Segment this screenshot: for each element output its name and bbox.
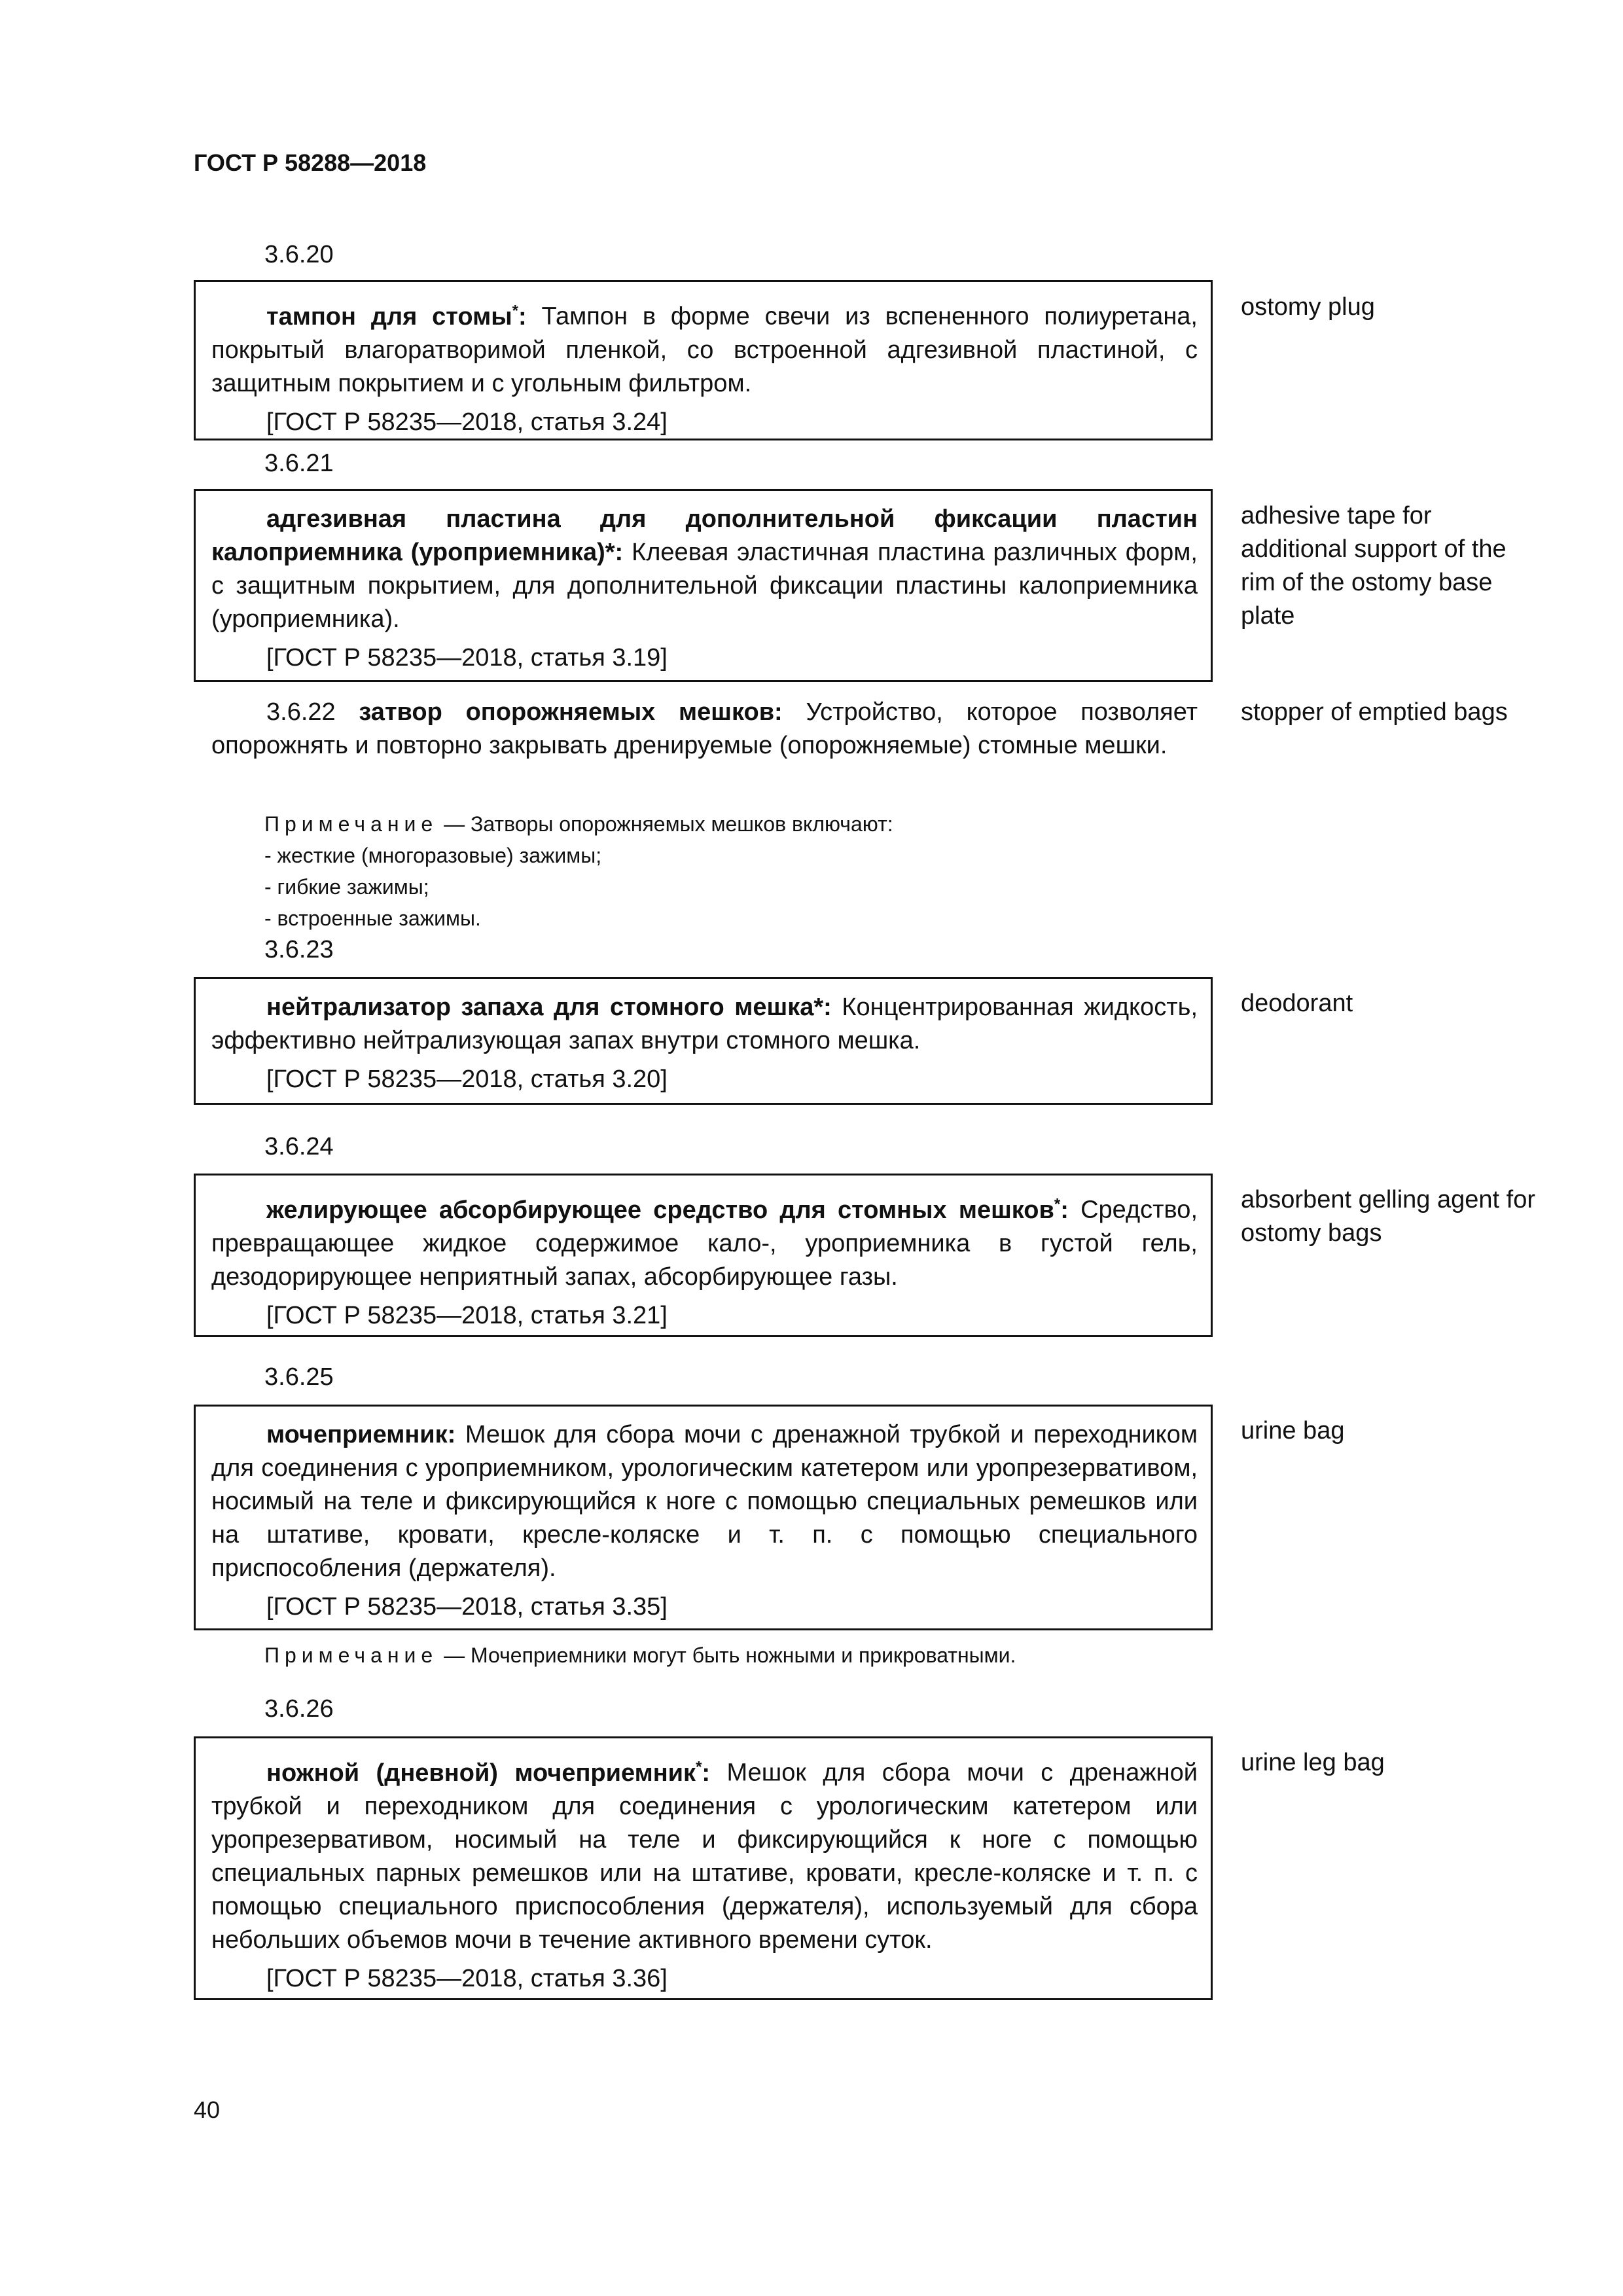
source-reference: [ГОСТ Р 58235—2018, статья 3.19] <box>266 644 668 672</box>
term-number: 3.6.23 <box>264 936 334 963</box>
term-name: желирующее абсорбирующее средство для стомных мешков*: <box>266 1195 1069 1224</box>
term-number: 3.6.21 <box>264 450 334 477</box>
english-equivalent: urine leg bag <box>1241 1749 1385 1776</box>
source-reference: [ГОСТ Р 58235—2018, статья 3.20] <box>266 1066 668 1093</box>
source-reference: [ГОСТ Р 58235—2018, статья 3.21] <box>266 1301 668 1329</box>
note-label: Примечание <box>264 812 438 836</box>
definition-text <box>211 1750 1198 1957</box>
note <box>264 808 1213 840</box>
definition: Тампон в форме свечи из вспененного полиуретана, покрытый влагоратворимой пленкой, со встроенной адгезивной пластиной, с защитным покрытием и с угольным фильтром. <box>211 302 1198 397</box>
term-name: затвор опорожняемых мешков: <box>359 698 783 726</box>
definition-text <box>211 503 1198 636</box>
english-equivalent: adhesive tape for additional support of the rim of the ostomy base plate <box>1241 502 1507 630</box>
note-list <box>264 840 601 934</box>
note <box>264 1640 1213 1671</box>
term-definition-box <box>194 1174 1213 1337</box>
term-name: тампон для стомы*: <box>266 302 527 331</box>
english-equivalent: stopper of emptied bags <box>1241 698 1508 726</box>
definition-text <box>211 294 1198 401</box>
list-item: - встроенные зажимы. <box>264 903 601 934</box>
document-header: ГОСТ Р 58288—2018 <box>194 149 427 176</box>
term-number: 3.6.25 <box>264 1363 334 1391</box>
term-number: 3.6.24 <box>264 1133 334 1160</box>
definition: Средство, превращающее жидкое содержимое кало-, уроприемника в густой гель, дезодорирующее неприятный запах, абсорбирующее газы. <box>211 1196 1198 1291</box>
definition: Концентрированная жидкость, эффективно нейтрализующая запах внутри стомного мешка. <box>211 994 1198 1054</box>
term-number: 3.6.22 <box>266 698 336 726</box>
term-definition-box <box>194 1405 1213 1630</box>
term-definition-box <box>194 1736 1213 2000</box>
page-number: 40 <box>194 2096 221 2123</box>
term-definition-box <box>194 489 1213 682</box>
definition: Мешок для сбора мочи с дренажной трубкой и переходником для соединения с урологическим катетером или уропрезервативом, носимый на теле и фиксирующийся к ноге с помощью специальных парных ремешков или на штативе, кровати, кресле-коляске и т. п. с помощью специального приспособления (держателя), используемый для сбора небольших объемов мочи в течение активного времени суток. <box>211 1759 1198 1954</box>
english-equivalent: absorbent gelling agent for ostomy bags <box>1241 1186 1535 1247</box>
source-reference: [ГОСТ Р 58235—2018, статья 3.36] <box>266 1964 668 1992</box>
source-reference: [ГОСТ Р 58235—2018, статья 3.24] <box>266 408 668 436</box>
term-name: ножной (дневной) мочеприемник*: <box>266 1758 711 1787</box>
english-equivalent: ostomy plug <box>1241 293 1375 321</box>
list-item: - гибкие зажимы; <box>264 871 601 903</box>
note-text: — Мочеприемники могут быть ножными и прикроватными. <box>438 1643 1016 1667</box>
definition-text <box>211 1418 1198 1585</box>
definition-text <box>211 991 1198 1058</box>
definition: Мешок для сбора мочи с дренажной трубкой и переходником для соединения с уроприемником, урологическим катетером или уропрезервативом, носимый на теле и фиксирующийся к ноге с помощью специальных ремешков или на штативе, кровати, кресле-коляске и т. п. с помощью специального приспособления (держателя). <box>211 1421 1198 1582</box>
note-text: — Затворы опорожняемых мешков включают: <box>438 812 893 836</box>
definition-text <box>211 696 1198 762</box>
term-name: адгезивная пластина для дополнительной фиксации пластин калоприемника (уроприемника)*: <box>211 505 1198 566</box>
term-definition-box <box>194 691 1213 802</box>
note-label: Примечание <box>264 1643 438 1667</box>
term-name: мочеприемник: <box>266 1421 456 1448</box>
english-equivalent: urine bag <box>1241 1417 1345 1444</box>
term-name: нейтрализатор запаха для стомного мешка*: <box>266 994 832 1021</box>
english-equivalent: deodorant <box>1241 990 1353 1017</box>
term-number: 3.6.26 <box>264 1695 334 1723</box>
term-number: 3.6.20 <box>264 241 334 268</box>
definition-text <box>211 1187 1198 1294</box>
definition: Устройство, которое позволяет опорожнять и повторно закрывать дренируемые (опорожняемые) стомные мешки. <box>211 698 1198 759</box>
list-item: - жесткие (многоразовые) зажимы; <box>264 840 601 871</box>
term-definition-box <box>194 977 1213 1105</box>
definition: Клеевая эластичная пластина различных форм, с защитным покрытием, для дополнительной фиксации пластины калоприемника (уроприемника). <box>211 539 1198 633</box>
source-reference: [ГОСТ Р 58235—2018, статья 3.35] <box>266 1593 668 1621</box>
term-definition-box <box>194 280 1213 440</box>
